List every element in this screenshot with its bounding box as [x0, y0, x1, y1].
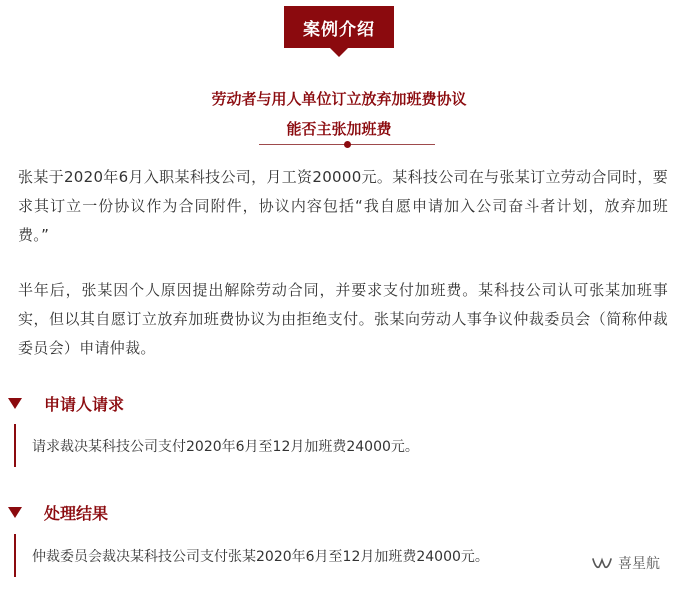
watermark — [590, 553, 660, 573]
section-heading-request — [8, 392, 124, 415]
wechat-channel-icon — [590, 554, 614, 572]
article-title-line-1: 劳动者与用人单位订立放弃加班费协议 — [211, 90, 467, 108]
case-intro-label: 案例介绍 — [303, 19, 375, 40]
case-paragraph-1: 张某于2020年6月入职某科技公司，月工资20000元。某科技公司在与张某订立劳动合同时，要求其订立一份协议作为合同附件，协议内容包括“我自愿申请加入公司奋斗者计划，放弃加班费。” — [18, 168, 668, 244]
section-heading-result — [8, 501, 108, 524]
header-badge-wrap — [0, 6, 678, 48]
triangle-down-icon — [8, 398, 22, 409]
triangle-down-icon — [8, 507, 22, 518]
watermark-text: 喜星航 — [618, 556, 660, 572]
request-content-text: 请求裁决某科技公司支付2020年6月至12月加班费24000元。 — [32, 438, 419, 455]
result-content-text: 仲裁委员会裁决某科技公司支付张某2020年6月至12月加班费24000元。 — [32, 548, 489, 565]
title-divider-dot — [344, 141, 351, 148]
case-paragraph-2: 半年后，张某因个人原因提出解除劳动合同，并要求支付加班费。某科技公司认可张某加班事实，但以其自愿订立放弃加班费协议为由拒绝支付。张某向劳动人事争议仲裁委员会（简称仲裁委员会）申请仲裁。 — [18, 281, 668, 357]
case-intro-badge — [284, 6, 394, 48]
badge-pointer — [330, 48, 348, 57]
result-content-box — [14, 534, 654, 577]
section-label-result: 处理结果 — [44, 504, 109, 523]
section-label-request: 申请人请求 — [44, 395, 125, 414]
article-title-line-2: 能否主张加班费 — [286, 120, 392, 138]
request-content-box — [14, 424, 654, 467]
